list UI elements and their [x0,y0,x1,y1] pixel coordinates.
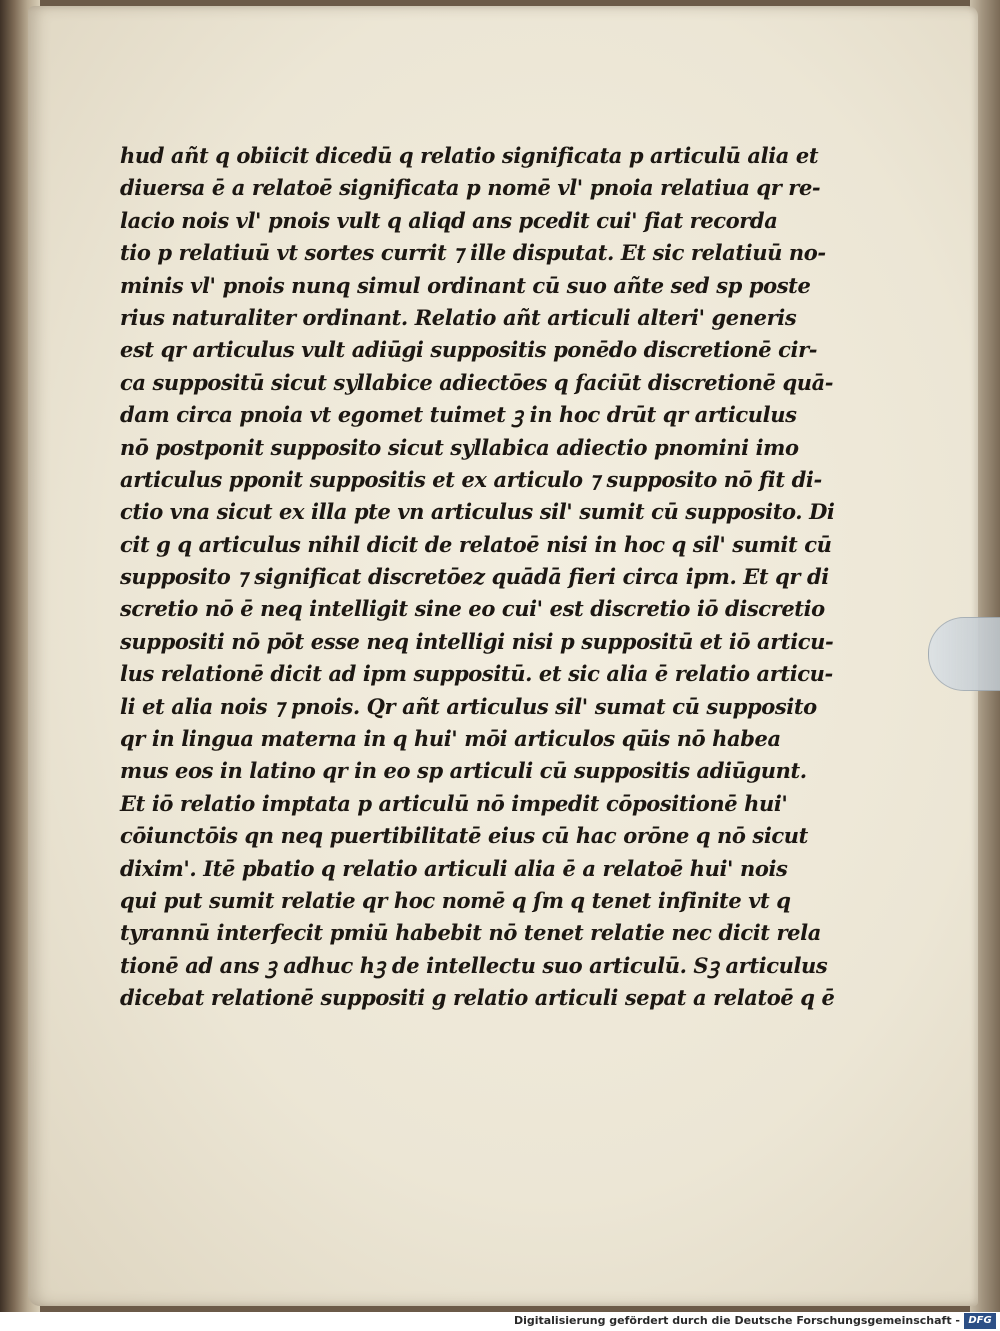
text-line: hud añt q obiicit dicedū q relatio significata p articulū alia et [120,143,819,168]
dfg-logo: DFG [964,1313,996,1329]
text-line: rius naturaliter ordinant. Relatio añt articuli alteri' generis [120,304,797,330]
footer-bar [0,1312,1000,1331]
text-line: cit g q articulus nihil dicit de relatoē nisi in hoc q sil' sumit cū [120,531,832,557]
page-clip [928,617,1000,691]
text-line: lacio nois vl' pnois vult q aliqd ans pcedit cui' fiat recorda [120,207,778,233]
text-line: diuersa ē a relatoē significata p nomē vl' pnoia relatiua qr re- [120,175,821,201]
text-line: est qr articulus vult adiūgi suppositis ponēdo discretionē cir- [120,337,818,363]
text-line: articulus pponit suppositis et ex articulo ⁊ supposito nō fit di- [120,466,822,492]
text-line: scretio nō ē neq intelligit sine eo cui' est discretio iō discretio [120,596,825,622]
text-line: tyrannū interfecit pmiū habebit nō tenet relatie nec dicit rela [120,920,821,946]
text-line: mus eos in latino qr in eo sp articuli cū suppositis adiūgunt. [120,758,807,784]
text-line: dam circa pnoia vt egomet tuimet ꝫ in hoc drūt qr articulus [120,402,797,428]
funding-credit: Digitalisierung gefördert durch die Deutsche Forschungsgemeinschaft - [513,1314,960,1327]
text-line: minis vl' pnois nunq simul ordinant cū suo añte sed sp poste [120,272,811,298]
text-line: ctio vna sicut ex illa pte vn articulus sil' sumit cū supposito. Di [120,499,835,525]
text-line: li et alia nois ⁊ pnois. Qr añt articulus sil' sumat cū supposito [120,693,817,719]
text-line: ca suppositū sicut syllabice adiectōes q faciūt discretionē quā- [120,369,834,395]
text-line: tio p relatiuū vt sortes currit ⁊ ille disputat. Et sic relatiuū no- [120,240,826,266]
text-line: nō postponit supposito sicut syllabica adiectio pnomini imo [120,434,799,460]
text-line: suppositi nō pōt esse neq intelligi nisi p suppositū et iō articu- [120,628,834,654]
text-block [120,140,835,1015]
text-line: qr in lingua materna in q hui' mōi articulos qūis nō habea [120,726,781,752]
text-line: Et iō relatio imptata p articulū nō impedit cōpositionē hui' [120,790,788,816]
text-line: lus relationē dicit ad ipm suppositū. et sic alia ē relatio articu- [120,661,833,687]
text-line: tionē ad ans ꝫ adhuc hꝫ de intellectu suo articulū. Sꝫ articulus [120,952,828,978]
text-line: dicebat relationē suppositi g relatio articuli sepat a relatoē q ē [120,985,835,1011]
text-line: cōiunctōis qn neq puertibilitatē eius cū hac orōne q nō sicut [120,823,808,849]
text-line: dixim'. Itē pbatio q relatio articuli alia ē a relatoē hui' nois [120,855,788,881]
text-line: supposito ⁊ significat discretōez quādā fieri circa ipm. Et qr di [120,564,829,590]
text-line: qui put sumit relatie qr hoc nomē q ſm q tenet infinite vt q [120,887,791,913]
